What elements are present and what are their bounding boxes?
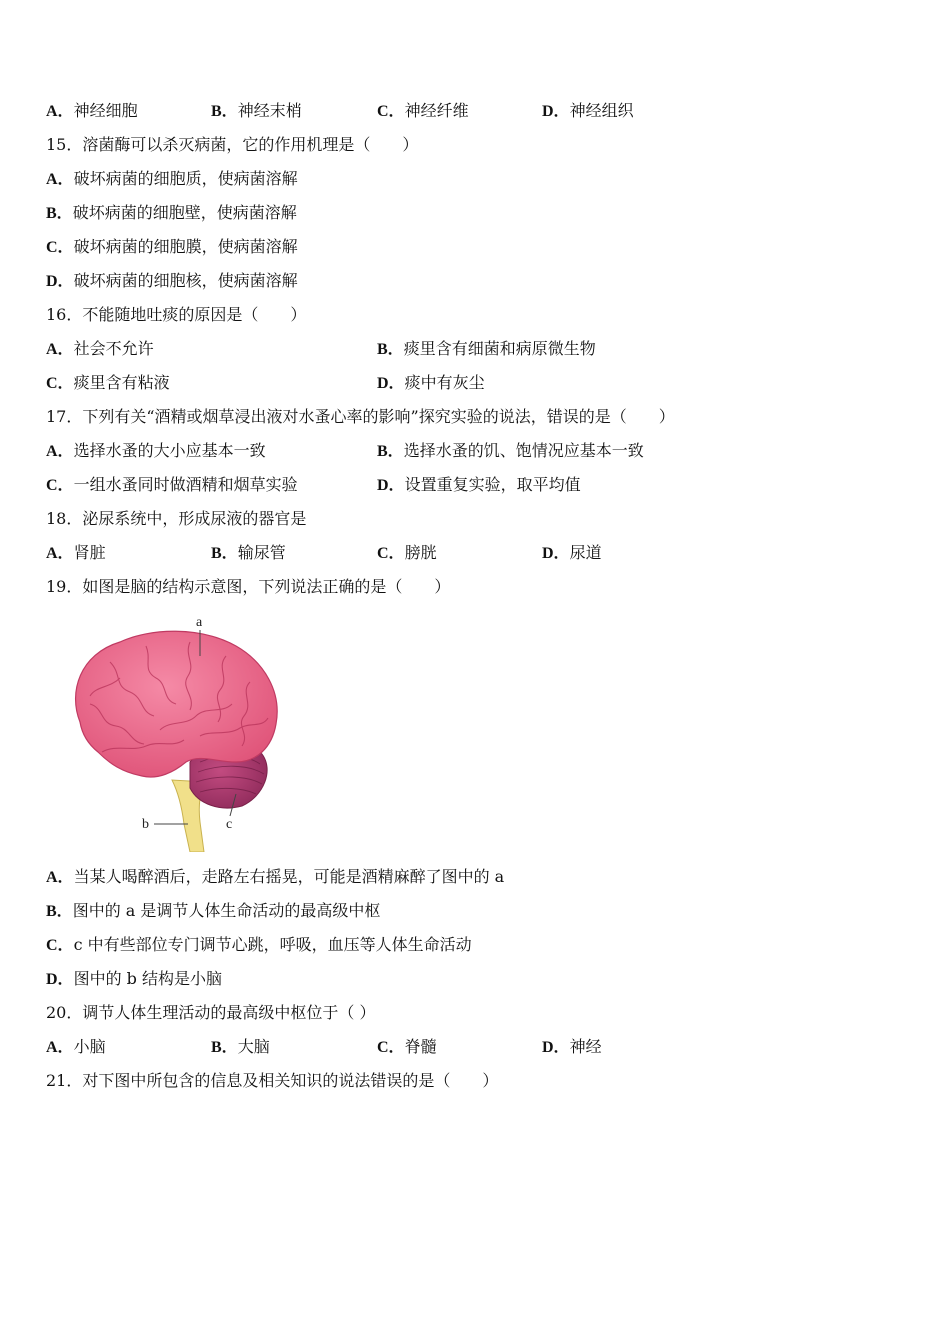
q17-option-b[interactable] — [377, 440, 644, 463]
q16-option-a[interactable] — [46, 338, 154, 361]
q14-option-c[interactable] — [377, 100, 469, 123]
q14-option-a[interactable] — [46, 100, 138, 123]
option-text: 社会不允许 — [73, 339, 154, 358]
option-text: 神经末梢 — [237, 101, 302, 120]
option-text: 神经纤维 — [404, 101, 469, 120]
option-text: 神经细胞 — [73, 101, 138, 120]
option-text: 破坏病菌的细胞质，使病菌溶解 — [73, 169, 298, 188]
option-label: A． — [46, 103, 74, 120]
option-text: 神经 — [569, 1037, 602, 1056]
q20-option-c[interactable] — [377, 1036, 437, 1059]
option-text: 设置重复实验，取平均值 — [404, 475, 581, 494]
option-label: A． — [46, 869, 74, 886]
option-label: C． — [46, 239, 74, 256]
q20-option-b[interactable] — [211, 1036, 270, 1059]
option-text: 破坏病菌的细胞膜，使病菌溶解 — [73, 237, 298, 256]
q17-stem: 17．下列有关“酒精或烟草浸出液对水蚤心率的影响”探究实验的说法，错误的是（ ） — [46, 407, 675, 426]
option-label: D． — [377, 477, 405, 494]
q16-option-d[interactable] — [377, 372, 485, 395]
brain-diagram — [50, 612, 282, 852]
option-label: C． — [377, 1039, 405, 1056]
cerebrum-shape — [76, 631, 278, 777]
option-text: 膀胱 — [404, 543, 437, 562]
q15-option-d[interactable] — [46, 270, 298, 292]
q15-option-c[interactable] — [46, 236, 298, 258]
option-label: B． — [377, 341, 404, 358]
q19-option-b[interactable] — [46, 900, 380, 922]
option-text: 图中的 a 是调节人体生命活动的最高级中枢 — [72, 901, 381, 920]
option-label: A． — [46, 1039, 74, 1056]
figure-label-a: a — [196, 615, 203, 630]
q17-option-c[interactable] — [46, 474, 298, 497]
option-text: 输尿管 — [237, 543, 286, 562]
option-label: A． — [46, 341, 74, 358]
q19-stem: 19．如图是脑的结构示意图，下列说法正确的是（ ） — [46, 577, 451, 596]
q18-option-a[interactable] — [46, 542, 106, 565]
option-label: B． — [46, 903, 73, 920]
figure-label-b: b — [142, 817, 149, 832]
q16-stem: 16．不能随地吐痰的原因是（ ） — [46, 305, 307, 324]
q16-option-b[interactable] — [377, 338, 596, 361]
option-label: C． — [46, 375, 74, 392]
option-text: 痰里含有粘液 — [73, 373, 170, 392]
option-text: 图中的 b 结构是小脑 — [73, 969, 222, 988]
option-text: 神经组织 — [569, 101, 634, 120]
q14-option-d[interactable] — [542, 100, 634, 123]
option-label: D． — [542, 545, 570, 562]
option-label: D． — [46, 971, 74, 988]
option-text: 脊髓 — [404, 1037, 437, 1056]
option-label: B． — [211, 545, 238, 562]
option-label: C． — [377, 545, 405, 562]
option-label: C． — [46, 937, 74, 954]
q18-option-b[interactable] — [211, 542, 286, 565]
q17-option-a[interactable] — [46, 440, 266, 463]
option-label: B． — [211, 1039, 238, 1056]
q20-stem: 20．调节人体生理活动的最高级中枢位于（ ） — [46, 1003, 376, 1022]
option-label: A． — [46, 171, 74, 188]
option-text: 破坏病菌的细胞核，使病菌溶解 — [73, 271, 298, 290]
option-text: 小脑 — [73, 1037, 106, 1056]
option-label: B． — [211, 103, 238, 120]
option-text: c 中有些部位专门调节心跳，呼吸，血压等人体生命活动 — [73, 935, 472, 954]
option-text: 大脑 — [237, 1037, 270, 1056]
q18-option-d[interactable] — [542, 542, 602, 565]
option-label: D． — [377, 375, 405, 392]
option-text: 选择水蚤的大小应基本一致 — [73, 441, 266, 460]
option-text: 破坏病菌的细胞壁，使病菌溶解 — [72, 203, 297, 222]
option-label: C． — [377, 103, 405, 120]
option-text: 痰里含有细菌和病原微生物 — [403, 339, 596, 358]
option-text: 选择水蚤的饥、饱情况应基本一致 — [403, 441, 644, 460]
option-label: C． — [46, 477, 74, 494]
q20-option-a[interactable] — [46, 1036, 106, 1059]
q15-option-b[interactable] — [46, 202, 297, 224]
q15-option-a[interactable] — [46, 168, 298, 190]
q14-option-b[interactable] — [211, 100, 302, 123]
option-text: 一组水蚤同时做酒精和烟草实验 — [73, 475, 298, 494]
figure-label-c: c — [226, 817, 233, 832]
option-label: B． — [46, 205, 73, 222]
option-label: A． — [46, 443, 74, 460]
q19-option-a[interactable] — [46, 866, 504, 888]
option-label: D． — [542, 1039, 570, 1056]
q19-option-d[interactable] — [46, 968, 222, 990]
option-label: A． — [46, 545, 74, 562]
q16-option-c[interactable] — [46, 372, 170, 395]
option-text: 当某人喝醉酒后，走路左右摇晃，可能是酒精麻醉了图中的 a — [73, 867, 505, 886]
q21-stem: 21．对下图中所包含的信息及相关知识的说法错误的是（ ） — [46, 1071, 499, 1090]
option-label: D． — [542, 103, 570, 120]
option-text: 尿道 — [569, 543, 602, 562]
option-text: 痰中有灰尘 — [404, 373, 485, 392]
q15-stem: 15．溶菌酶可以杀灭病菌，它的作用机理是（ ） — [46, 135, 419, 154]
q17-option-d[interactable] — [377, 474, 581, 497]
option-label: D． — [46, 273, 74, 290]
q20-option-d[interactable] — [542, 1036, 602, 1059]
q18-option-c[interactable] — [377, 542, 437, 565]
q18-stem: 18．泌尿系统中，形成尿液的器官是 — [46, 509, 307, 528]
q19-option-c[interactable] — [46, 934, 472, 956]
option-text: 肾脏 — [73, 543, 106, 562]
option-label: B． — [377, 443, 404, 460]
